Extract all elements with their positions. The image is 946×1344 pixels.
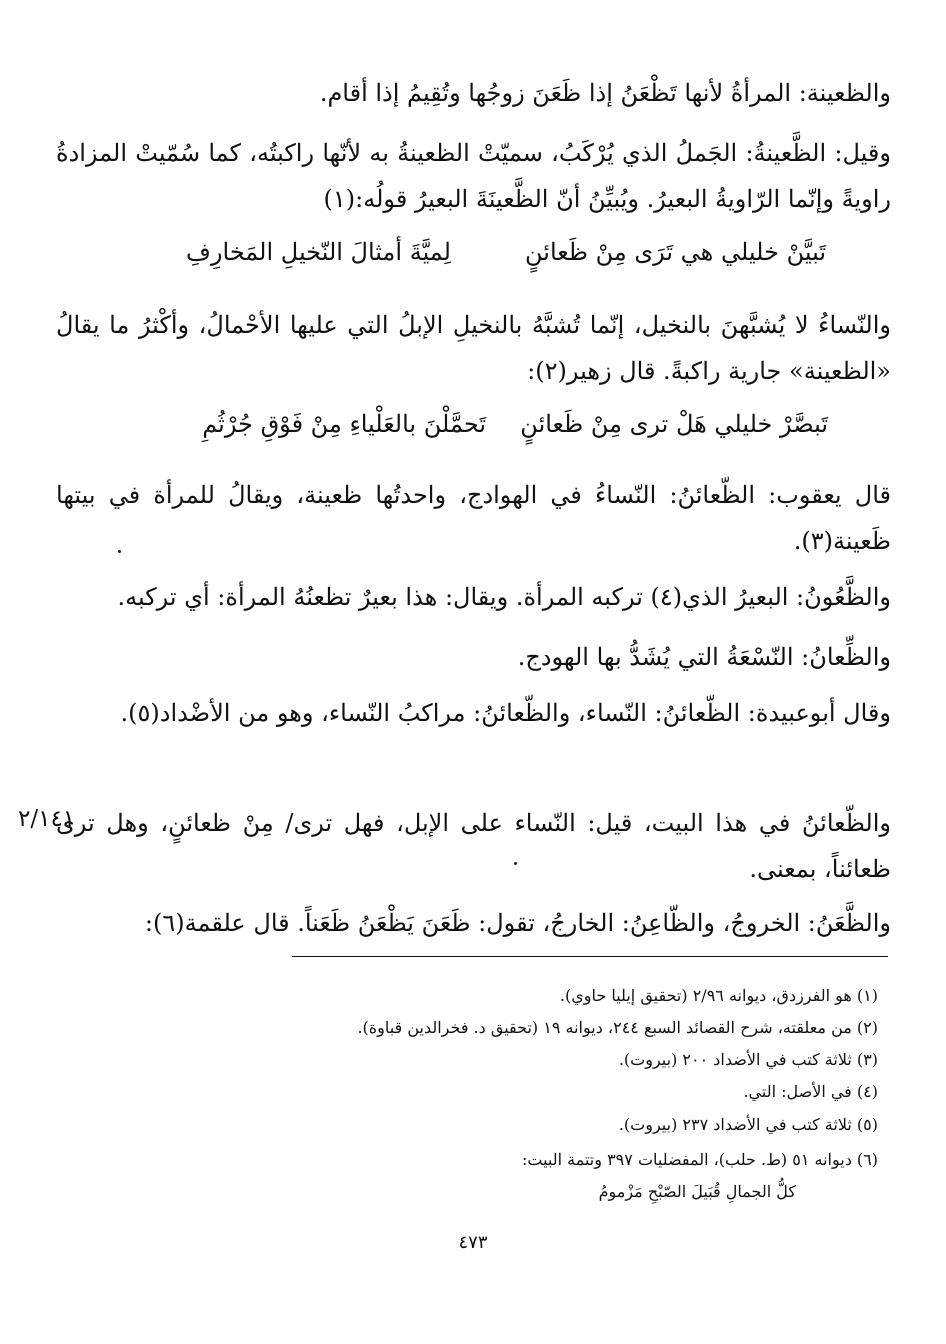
paragraph-yaqub: قال يعقوب: الظّعائنُ: النّساءُ في الهوادج، واحدتُها ظعينة، ويقالُ للمرأة في بيتها ظَعينة(٣). <box>56 481 891 555</box>
print-speck <box>514 862 517 865</box>
paragraph-ziaan: والظِّعانُ: النّسْعَةُ التي يُشَدُّ بها الهودج. <box>517 643 891 671</box>
footnote-6-verse: كلُّ الجمالِ قُبَيلَ الصّبْحِ مَزْمومُ <box>598 1182 796 1201</box>
footnote-5: (٥) ثلاثة كتب في الأضداد ٢٣٧ (بيروت). <box>618 1115 878 1134</box>
footnote-3: (٣) ثلاثة كتب في الأضداد ٢٠٠ (بيروت). <box>618 1050 878 1069</box>
paragraph-zaun: والظَّعُونُ: البعيرُ الذي(٤) تركبه المرأة. ويقال: هذا بعيرٌ تظعنُهُ المرأة: أي تركبه. <box>117 583 891 611</box>
margin-page-reference: ٢/١٤١ <box>18 806 76 832</box>
verse-1-first-hemistich: تَبيَّنْ خليلي هي تَرَى مِنْ ظَعائنٍ <box>525 238 826 266</box>
paragraph-palms: والنّساءُ لا يُشبَّهنَ بالنخيل، إنّما تُشبَّهُ بالنخيلِ الإبلُ التي عليها الأحْمالُ، وأكْثرُ ما يقالُ «الظعينة» جارية راكبةً. قال زهير(٢): <box>56 311 891 385</box>
print-speck <box>118 550 121 553</box>
paragraph-this-verse: والظّعائنُ في هذا البيت، قيل: النّساء على الإبل، فهل ترى/ مِنْ ظعائنٍ، وهل ترى ظعائناً، بمعنى. <box>56 809 891 883</box>
paragraph-definition-woman: والظعينة: المرأةُ لأنها تَظْعَنُ إذا ظَعَنَ زوجُها وتُقِيمُ إذا أقام. <box>319 79 891 107</box>
footnote-4: (٤) في الأصل: التي. <box>743 1082 878 1101</box>
verse-2-first-hemistich: تَبصَّرْ خليلي هَلْ ترى مِنْ ظَعائنٍ <box>520 410 828 438</box>
footnote-separator <box>292 956 888 957</box>
paragraph-definition-camel: وقيل: الظَّعينةُ: الجَملُ الذي يُرْكَبُ، سميّتْ الظعينةُ به لأنّها راكبتُه، كما سُمّيتْ المزادةُ راويةً وإنّما الرّاويةُ البعيرُ. ويُبيِّنُ أنّ الظَّعينَةَ البعيرُ قولُه:(١) <box>56 139 891 213</box>
footnote-1: (١) هو الفرزدق، ديوانه ٢/٩٦ (تحقيق إيليا حاوي). <box>559 986 878 1005</box>
paragraph-alqama: والظَّعَنُ: الخروجُ، والظّاعِنُ: الخارجُ، تقول: ظَعَنَ يَظْعَنُ ظَعَناً. قال علقمة(٦): <box>144 909 891 937</box>
verse-2-second-hemistich: تَحمَّلْنَ بالعَلْياءِ مِنْ فَوْقِ جُرْثُمِ <box>202 410 486 438</box>
footnote-2: (٢) من معلقته، شرح القصائد السبع ٢٤٤، ديوانه ١٩ (تحقيق د. فخرالدين قباوة). <box>357 1018 878 1037</box>
paragraph-abu-ubayda: وقال أبوعبيدة: الظّعائنُ: النّساء، والظّعائنُ: مراكبُ النّساء، وهو من الأضْداد(٥). <box>120 699 891 727</box>
footnote-6: (٦) ديوانه ٥١ (ط. حلب)، المفضليات ٣٩٧ وتتمة البيت: <box>521 1150 878 1169</box>
page-number: ٤٧٣ <box>458 1232 488 1253</box>
verse-1-second-hemistich: لِميَّةَ أمثالَ النّخيلِ المَخارِفِ <box>186 238 451 266</box>
